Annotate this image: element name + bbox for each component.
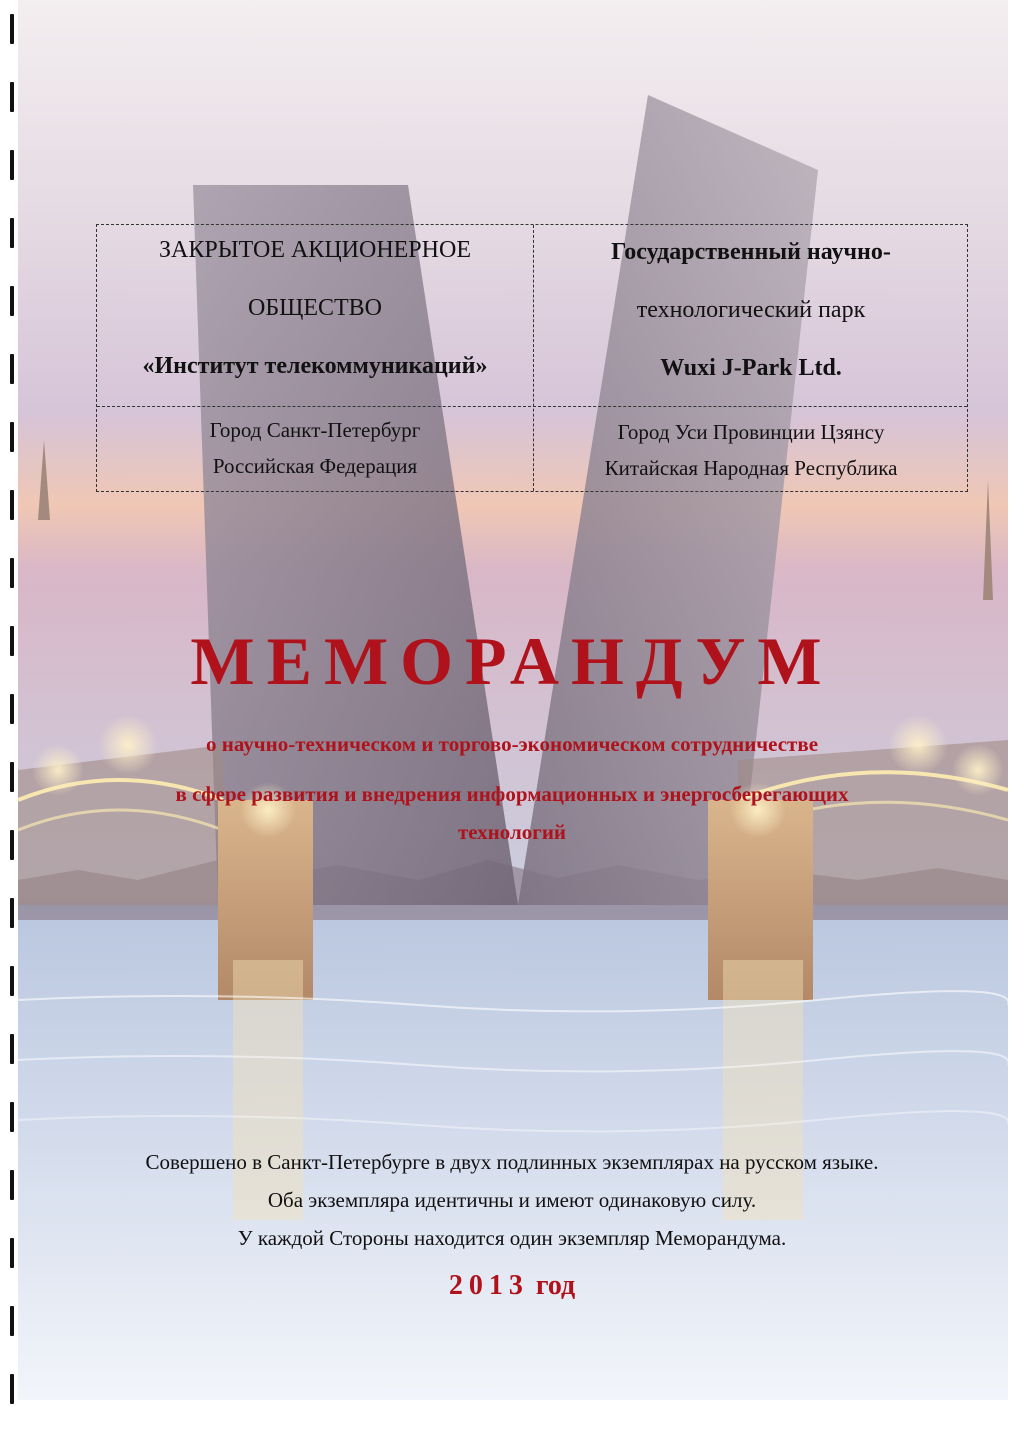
party-right (533, 225, 969, 406)
closing-line3: У каждой Стороны находится один экземпляр Меморандума. (237, 1226, 787, 1250)
subtitle-line3: технологий (457, 820, 567, 844)
party-right-location (533, 406, 969, 493)
closing-line2: Оба экземпляра идентичны и имеют одинаковую силу. (267, 1188, 757, 1212)
party-right-country: Китайская Народная Республика (604, 456, 898, 480)
party-right-org-line1: Государственный научно- (611, 239, 891, 265)
document-year (0, 1270, 1024, 1302)
subtitle-line1: о научно-техническом и торгово-экономическом сотрудничестве (205, 732, 819, 756)
year-number: 2013 (448, 1270, 529, 1301)
party-right-org-line2: технологический парк (636, 297, 866, 323)
party-left (97, 225, 533, 406)
party-left-location (97, 406, 533, 493)
party-left-country: Российская Федерация (212, 454, 418, 478)
closing-line1: Совершено в Санкт-Петербурге в двух подлинных экземплярах на русском языке. (145, 1150, 879, 1174)
year-suffix: год (535, 1270, 576, 1301)
party-right-org-name: Wuxi J-Park Ltd. (660, 355, 842, 381)
subtitle-line2: в сфере развития и внедрения информационных и энергосберегающих (175, 782, 849, 806)
party-left-city: Город Санкт-Петербург (209, 418, 421, 442)
parties-table (96, 224, 968, 492)
party-left-org-line2: ОБЩЕСТВО (248, 295, 382, 321)
document-title: МЕМОРАНДУМ (190, 623, 834, 699)
party-left-org-line1: ЗАКРЫТОЕ АКЦИОНЕРНОЕ (159, 237, 471, 263)
party-left-org-name: «Институт телекоммуникаций» (142, 353, 488, 379)
party-right-city: Город Уси Провинции Цзянсу (617, 420, 885, 444)
